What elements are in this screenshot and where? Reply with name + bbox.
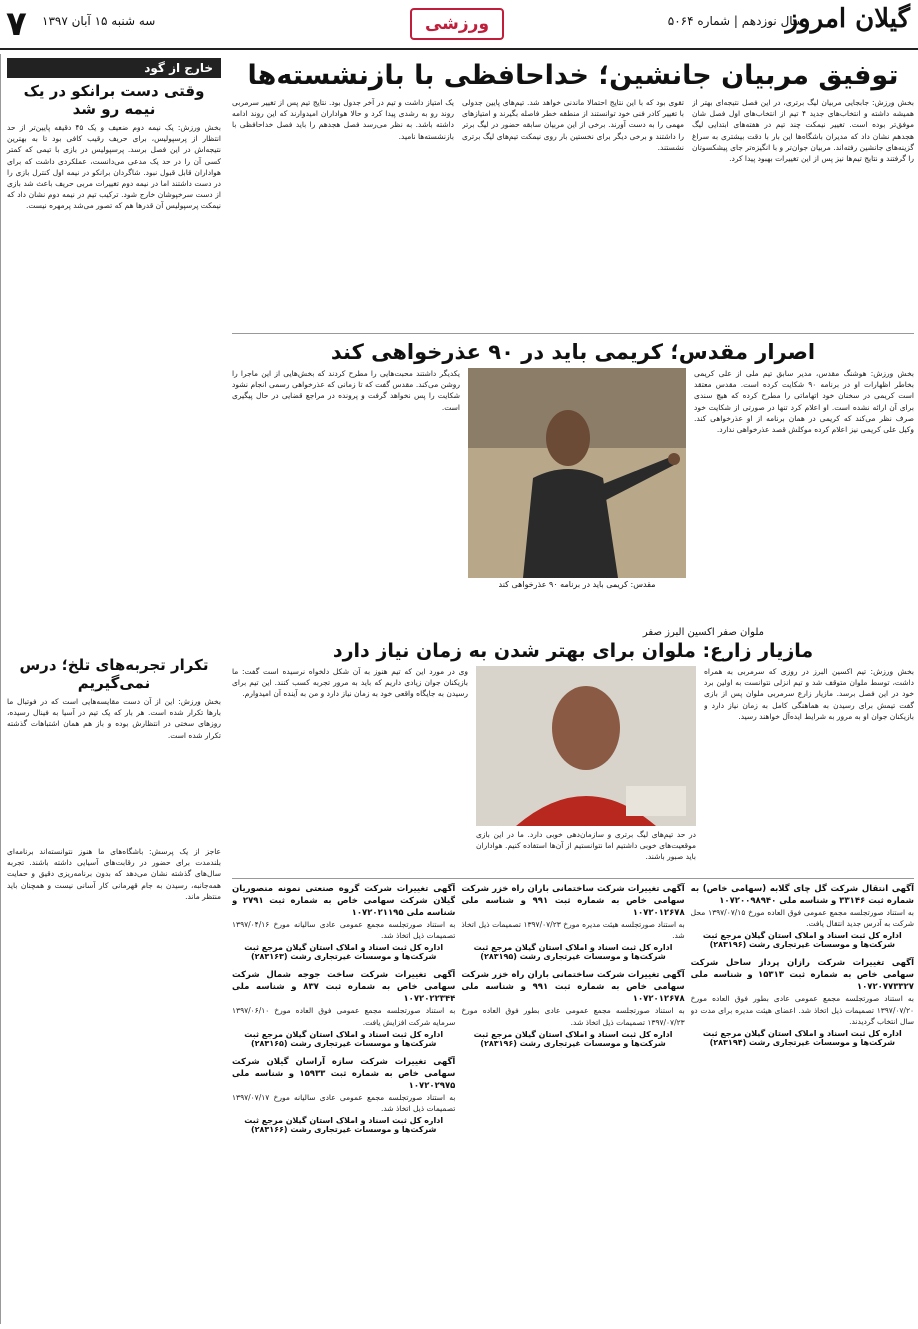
article1-body bbox=[232, 97, 914, 325]
page-number: ۷ bbox=[6, 4, 27, 44]
coach2-photo bbox=[476, 666, 696, 826]
article2-photo-block bbox=[468, 368, 686, 623]
article3-body bbox=[232, 666, 914, 876]
article2-col1: بخش ورزش: هوشنگ مقدس، مدیر سابق تیم ملی از علی کریمی بخاطر اظهارات او در برنامه ۹۰ شکایت کرده است. مقدس معتقد است کریمی در سخنان خود اتهاماتی را مطرح کرده که هیچ سندی برای آن ارائه نشده است. او اعلام کرد تنها در صورتی از شکایت خود صرف نظر می‌کند که کریمی در همان برنامه از او عذرخواهی کند. وکیل علی کریمی نیز اعلام کرده موکلش قصد عذرخواهی ندارد. bbox=[694, 369, 914, 435]
notice-title: آگهی تغییرات شرکت ساختمانی باران راه خزر شرکت سهامی خاص به شماره ثبت ۹۹۱ و شناسه ملی ۱۰۷۲۰۱۲۶۷۸ bbox=[461, 970, 685, 1005]
coach2-photo-image bbox=[476, 666, 696, 826]
sidebar-article1-title: وقتی دست برانکو در یک نیمه رو شد bbox=[23, 82, 205, 118]
issue-date: سه شنبه ۱۵ آبان ۱۳۹۷ bbox=[42, 14, 156, 28]
legal-notices bbox=[232, 878, 914, 1325]
notice-body: به استناد صورتجلسه مجمع عمومی عادی سالیانه مورخ ۱۳۹۷/۰۴/۱۶ تصمیمات ذیل اتخاذ شد. bbox=[232, 920, 456, 941]
article2-body bbox=[232, 368, 914, 623]
notice-item bbox=[691, 883, 914, 949]
notice-column-3 bbox=[232, 879, 455, 1325]
notice-footer: اداره کل ثبت اسناد و املاک استان گیلان مرجع ثبت شرکت‌ها و موسسات غیرتجاری رشت (۲۸۳۱۹۶) bbox=[702, 931, 902, 950]
notice-footer: اداره کل ثبت اسناد و املاک استان گیلان مرجع ثبت شرکت‌ها و موسسات غیرتجاری رشت (۲۸۳۱۶۳) bbox=[244, 943, 444, 962]
coach-photo-image bbox=[468, 368, 686, 578]
article3-headline: مازیار زارع: ملوان برای بهتر شدن به زمان نیاز دارد bbox=[332, 640, 814, 662]
sidebar-article2-body: بخش ورزش: این از آن دست مقایسه‌هایی است که در فوتبال ما بارها تکرار شده است. هر بار که یک تیم در آسیا به فینال رسیده، روزهای سختی در انتظارش بوده و باز هم همان اشتباهات گذشته تکرار شده است. bbox=[7, 697, 221, 740]
sidebar-article3-body: عاجز از یک پرسش: باشگاه‌های ما هنوز نتوانسته‌اند برنامه‌ای بلندمدت برای حضور در رقابت‌های آسیایی داشته باشند. تجربه سال‌های گذشته نشان می‌دهد که بدون برنامه‌ریزی دقیق و حمایت همه‌جانبه، رسیدن به جام قهرمانی کار آسانی نیست و همچنان باید منتظر ماند. bbox=[7, 847, 221, 901]
coach-photo bbox=[468, 368, 686, 578]
sidebar-article2-title: تکرار تجربه‌های تلخ؛ درس نمی‌گیریم bbox=[19, 656, 209, 692]
page-header bbox=[0, 0, 918, 50]
notice-item bbox=[232, 969, 455, 1047]
notice-body: به استناد صورتجلسه مجمع عمومی فوق العاده مورخ ۱۳۹۷/۰۷/۱۵ محل شرکت به آدرس جدید انتقال یافت. bbox=[690, 908, 914, 929]
sidebar-label: خارج از گود bbox=[7, 58, 221, 78]
notice-body: به استناد صورتجلسه مجمع عمومی عادی بطور فوق العاده مورخ ۱۳۹۷/۰۷/۲۰ تصمیمات ذیل اتخاذ شد. اعضای هیئت مدیره برای مدت دو سال انتخاب گردیدند. bbox=[690, 994, 914, 1026]
notice-column-2 bbox=[461, 879, 684, 1325]
notice-footer: اداره کل ثبت اسناد و املاک استان گیلان مرجع ثبت شرکت‌ها و موسسات غیرتجاری رشت (۲۸۳۱۶۵) bbox=[244, 1029, 444, 1048]
notice-title: آگهی تغییرات شرکت ساخت جوجه شمال شرکت سهامی خاص به شماره ثبت ۸۳۷ و شناسه ملی ۱۰۷۲۰۲۲۳۴۴ bbox=[232, 970, 456, 1005]
article2-col2: یکدیگر داشتند محبت‌هایی را مطرح کردند که بخش‌هایی از این ماجرا را روشن می‌کند. مقدس گفت که تا زمانی که عذرخواهی رسمی انجام نشود شکایت را پس نخواهد گرفت و پرونده در مراجع قضایی در حال پیگیری است. bbox=[232, 369, 460, 412]
article1-col1: بخش ورزش: جابجایی مربیان لیگ برتری، در این فصل نتیجه‌ای بهتر از همیشه داشته و انتخاب‌های جدید ۴ تیم از انتخاب‌های اول فصل شان موفق‌تر بوده است. تغییر نیمکت چند تیم در هفته‌های ابتدایی لیگ هجدهم نشان داد که مدیران باشگاه‌ها این بار با دقت بیشتری به سراغ گزینه‌های جانشین رفته‌اند. مربیان جوان‌تر و با انگیزه‌تر جای پیشکسوتان را گرفتند و نتایج تیم‌ها نیز پس از این تغییرات بهبود پیدا کرد. bbox=[692, 98, 914, 164]
notice-item bbox=[232, 883, 455, 961]
match-result: ملوان صفر اکسین البرز صفر bbox=[642, 627, 764, 638]
article3-photo-block bbox=[476, 666, 696, 876]
section-label: ورزشی bbox=[410, 8, 504, 40]
article3-col2: در حد تیم‌های لیگ برتری و سازمان‌دهی خوبی دارد. ما در این بازی موقعیت‌های خوبی داشتیم اما نتوانستیم از آن‌ها استفاده کنیم. هواداران باید صبور باشند. bbox=[476, 830, 696, 862]
article3-col3: وی در مورد این که تیم هنوز به آن شکل دلخواه نرسیده است گفت: ما بازیکنان جوان زیادی داریم که باید به مرور تجربه کسب کنند. این تیم برای رسیدن به جایگاه واقعی خود به زمان نیاز دارد و من به آینده آن امیدوارم. bbox=[232, 667, 468, 699]
notice-footer: اداره کل ثبت اسناد و املاک استان گیلان مرجع ثبت شرکت‌ها و موسسات غیرتجاری رشت (۲۸۳۱۹۶) bbox=[473, 1029, 673, 1048]
article1-col3: یک امتیاز داشت و تیم در آخر جدول بود. نتایج تیم پس از تغییر سرمربی روند رو به رشدی پیدا کرد و حالا هواداران امیدوارند که این روند ادامه داشته باشد. به نظر می‌رسد فصل هجدهم را باید فصل خداحافظی با بازنشسته‌ها نامید. bbox=[232, 98, 454, 141]
notice-item bbox=[232, 1056, 455, 1134]
notice-item bbox=[461, 883, 684, 961]
issue-info: سال نوزدهم | شماره ۵۰۶۴ bbox=[667, 14, 803, 28]
newspaper-logo: گیلان امروز bbox=[785, 4, 910, 34]
notice-body: به استناد صورتجلسه مجمع عمومی عادی سالیانه مورخ ۱۳۹۷/۰۷/۱۷ تصمیمات ذیل اتخاذ شد. bbox=[232, 1092, 456, 1114]
article2-headline: اصرار مقدس؛ کریمی باید در ۹۰ عذرخواهی کند bbox=[232, 333, 914, 364]
notice-body: به استناد صورتجلسه هیئت مدیره مورخ ۱۳۹۷/۰۷/۲۳ تصمیمات ذیل اتخاذ شد. bbox=[461, 920, 685, 941]
notice-title: آگهی تغییرات شرکت ساختمانی باران راه خزر شرکت سهامی خاص به شماره ثبت ۹۹۱ و شناسه ملی ۱۰۷۲۰۱۲۶۷۸ bbox=[461, 884, 685, 918]
article2-caption: مقدس: کریمی باید در برنامه ۹۰ عذرخواهی کند bbox=[498, 580, 656, 589]
notice-body: به استناد صورتجلسه مجمع عمومی فوق العاده مورخ ۱۳۹۷/۰۶/۱۰ سرمایه شرکت افزایش یافت. bbox=[232, 1006, 456, 1027]
main-content bbox=[232, 54, 914, 876]
article3-col1: بخش ورزش: تیم اکسین البرز در روزی که سرمربی به همراه داشت، توسط ملوان متوقف شد و تیم انزلی نتوانست به اولین برد خود در این فصل برسد. مازیار زارع سرمربی ملوان پس از بازی گفت تیمش برای رسیدن به هماهنگی کامل به زمان نیاز دارد و بازیکنان جوان او به مرور به شرایط ایده‌آل خواهند رسید. bbox=[704, 667, 914, 721]
notice-title: آگهی تغییرات شرکت رازان پرداز ساحل شرکت سهامی خاص به شماره ثبت ۱۵۳۱۳ و شناسه ملی ۱۰۷۲۰۷۷۳۳۲۷ bbox=[690, 958, 914, 993]
notice-title: آگهی تغییرات شرکت گروه صنعتی نمونه منصوریان گیلان شرکت سهامی خاص به شماره ثبت ۲۷۹۱ و شناسه ملی ۱۰۷۲۰۲۱۱۹۵ bbox=[232, 884, 456, 918]
notice-footer: اداره کل ثبت اسناد و املاک استان گیلان مرجع ثبت شرکت‌ها و موسسات غیرتجاری رشت (۲۸۳۱۶۶) bbox=[244, 1116, 444, 1135]
article1-col2: تقوی بود که با این نتایج احتمالا ماندنی خواهد شد. تیم‌های پایین جدولی با تغییر کادر فنی خود توانستند از منطقه خطر فاصله بگیرند و امتیازهای مهمی را به دست آورند. برخی از این مربیان سابقه حضور در لیگ برتر را داشتند و برخی دیگر برای نخستین بار روی نیمکت تیم‌های لیگ برتری نشستند. bbox=[462, 98, 684, 152]
notice-item bbox=[691, 957, 914, 1047]
notice-footer: اداره کل ثبت اسناد و املاک استان گیلان مرجع ثبت شرکت‌ها و موسسات غیرتجاری رشت (۲۸۳۱۹۴) bbox=[702, 1029, 902, 1048]
sidebar-article1-body: بخش ورزش: یک نیمه دوم ضعیف و یک ۴۵ دقیقه پایین‌تر از حد انتظار از پرسپولیس، برای حریف رقیب کافی بود تا به بهترین نتیجه‌اش در این فصل برسد. پرسپولیس در بازی با تیمی که کمتر کسی آن را در حد یک مدعی می‌دانست، عملکردی داشت که برای هواداران قابل قبول نبود. شاگردان برانکو در نیمه اول کنترل بازی را در دست داشتند اما در نیمه دوم تغییرات مربی حریف باعث شد بازی از دست سرخپوشان خارج شود. ترکیب تیم در نیمه دوم نشان داد که نیمکت پرسپولیس آن قدرها هم که تصور می‌شد پرمهره نیست. bbox=[7, 123, 221, 211]
notice-item bbox=[461, 969, 684, 1047]
article1-headline: توفیق مربیان جانشین؛ خداحافظی با بازنشسته‌ها bbox=[247, 60, 899, 91]
notice-title: آگهی انتقال شرکت گل چای گلابه (سهامی خاص) به شماره ثبت ۳۳۱۴۶ و شناسه ملی ۱۰۷۲۰۰۹۸۹۴۰ bbox=[690, 884, 914, 906]
sidebar-column bbox=[0, 54, 227, 1324]
notice-column-1 bbox=[691, 879, 914, 1325]
notice-body: به استناد صورتجلسه مجمع عمومی عادی بطور فوق العاده مورخ ۱۳۹۷/۰۷/۲۳ تصمیمات ذیل اتخاذ شد. bbox=[461, 1006, 685, 1027]
notice-title: آگهی تغییرات شرکت سازه آراسان گیلان شرکت سهامی خاص به شماره ثبت ۱۵۹۳۳ و شناسه ملی ۱۰۷۲۰۲۹۷۵ bbox=[232, 1056, 456, 1091]
notice-footer: اداره کل ثبت اسناد و املاک استان گیلان مرجع ثبت شرکت‌ها و موسسات غیرتجاری رشت (۲۸۳۱۹۵) bbox=[473, 943, 673, 962]
